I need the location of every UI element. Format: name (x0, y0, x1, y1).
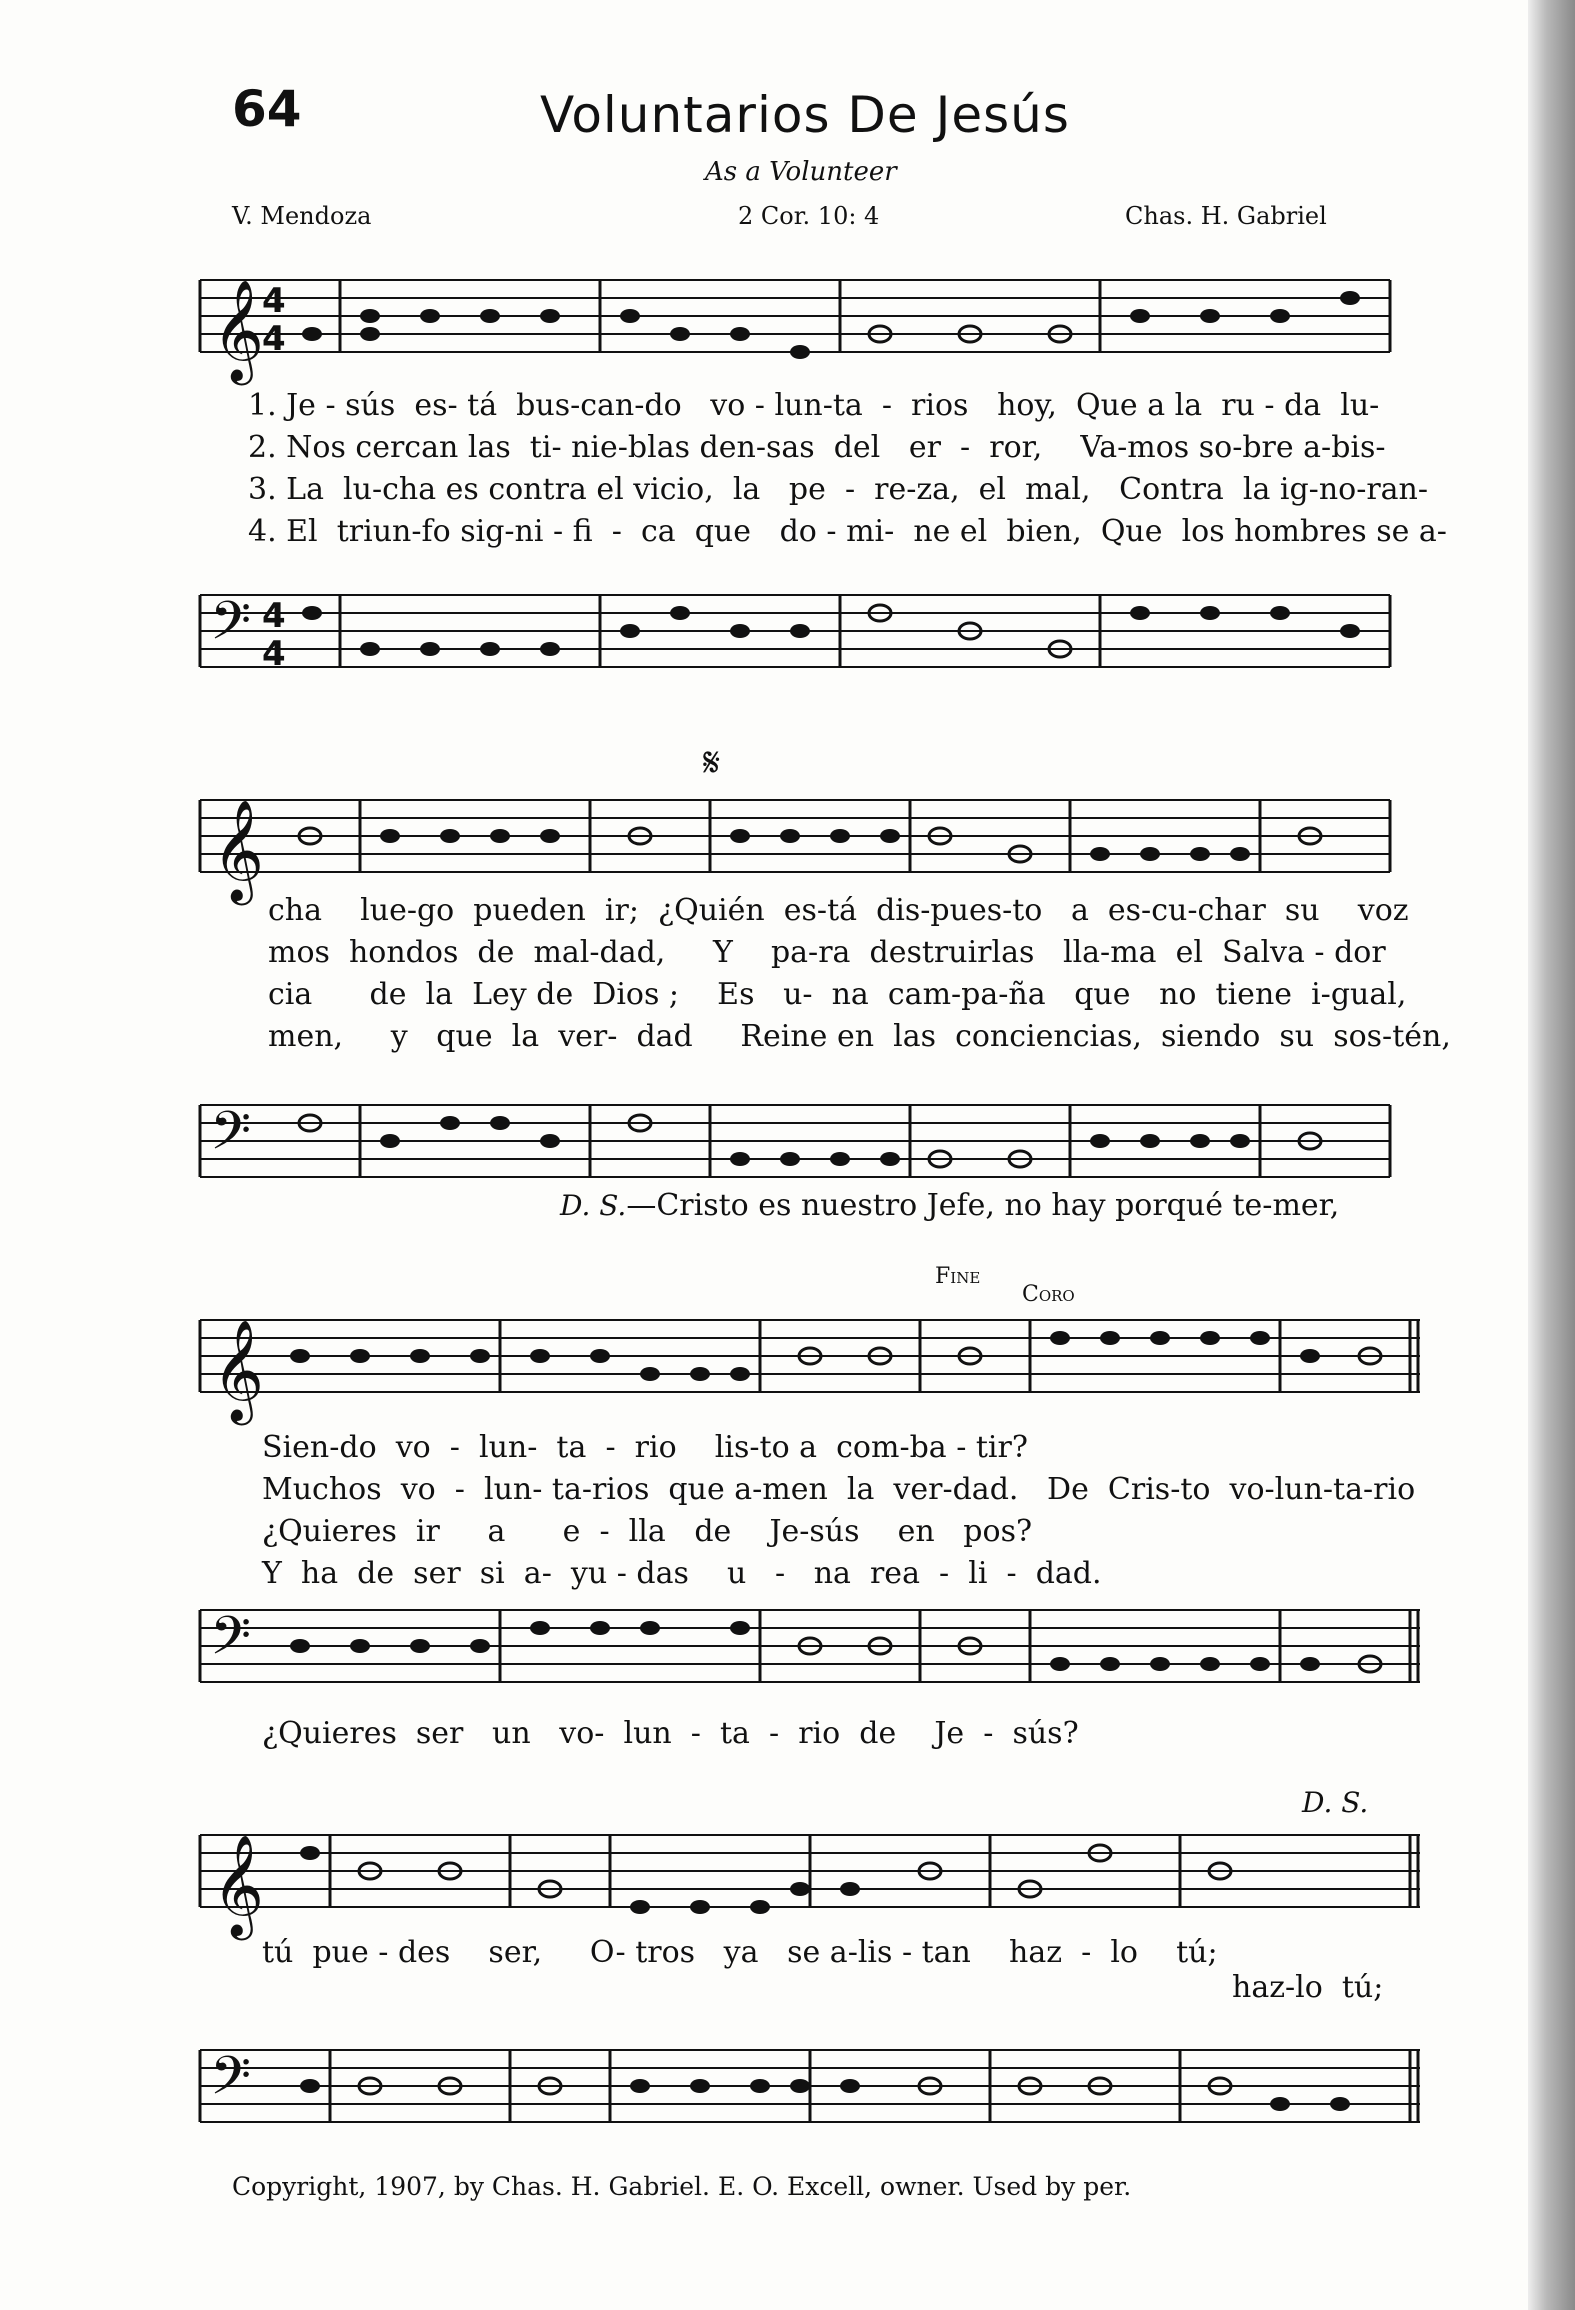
system2-lyric-verse3: cia de la Ley de Dios ; Es u- na cam-pa-ña que no tiene i-gual, (268, 977, 1407, 1012)
system1-treble-staff (200, 270, 1390, 381)
svg-text:𝄢: 𝄢 (210, 1101, 252, 1175)
system3-bass-staff (200, 1600, 1420, 1690)
ds-line (560, 1188, 1339, 1223)
page-edge-shadow (1528, 0, 1575, 2310)
system1-bass-staff (200, 585, 1390, 675)
system3-lyric-bass: ¿Quieres ser un vo- lun - ta - rio de Je - sús? (262, 1716, 1079, 1751)
system2-bass-staff (200, 1095, 1390, 1185)
system4-bass-staff (200, 2040, 1420, 2130)
system4-lyric: tú pue - des ser, O- tros ya se a-lis - tan haz - lo tú; (262, 1935, 1218, 1970)
svg-text:𝄢: 𝄢 (210, 2046, 252, 2120)
system2-treble-staff (200, 790, 1390, 901)
svg-text:𝄞: 𝄞 (212, 1833, 265, 1936)
system4-treble-staff (200, 1825, 1420, 1936)
time-sig-bottom: 4 (262, 319, 286, 359)
fine-mark: Fine (935, 1264, 981, 1289)
coro-mark: Coro (1022, 1282, 1075, 1307)
system3-lyric-verse1: Sien-do vo - lun- ta - rio lis-to a com-ba - tir? (262, 1430, 1028, 1465)
svg-text:4: 4 (262, 634, 286, 674)
segno-sign: 𝄋 (703, 740, 721, 786)
scripture-reference: 2 Cor. 10: 4 (738, 202, 880, 230)
treble-clef: 𝄞 (212, 278, 265, 381)
svg-text:𝄞: 𝄞 (212, 1318, 265, 1421)
page-number: 64 (232, 80, 302, 138)
system1-lyric-verse4: 4. El triun-fo sig-ni - fi - ca que do - mi- ne el bien, Que los hombres se a- (248, 514, 1447, 549)
svg-text:4: 4 (262, 596, 286, 636)
system3-lyric-verse2: Muchos vo - lun- ta-rios que a-men la ver-dad. De Cris-to vo-lun-ta-rio (262, 1472, 1416, 1507)
system3-treble-staff (200, 1310, 1420, 1421)
ds-label: D. S. (560, 1189, 627, 1222)
system2-lyric-verse4: men, y que la ver- dad Reine en las conciencias, siendo su sos-tén, (268, 1019, 1451, 1054)
system3-lyric-verse4: Y ha de ser si a- yu - das u - na rea - li - dad. (262, 1556, 1102, 1591)
system1-lyric-verse2: 2. Nos cercan las ti- nie-blas den-sas del er - ror, Va-mos so-bre a-bis- (248, 430, 1386, 465)
bass-clef: 𝄢 (210, 591, 252, 665)
system2-lyric-verse2: mos hondos de mal-dad, Y pa-ra destruirlas lla-ma el Salva - dor (268, 935, 1386, 970)
system1-lyric-verse1: 1. Je - sús es- tá bus-can-do vo - lun-ta - rios hoy, Que a la ru - da lu- (248, 388, 1380, 423)
svg-text:𝄢: 𝄢 (210, 1606, 252, 1680)
system4-lyric-extra: haz-lo tú; (1232, 1970, 1384, 2005)
svg-text:𝄞: 𝄞 (212, 798, 265, 901)
system1-lyric-verse3: 3. La lu-cha es contra el vicio, la pe - re-za, el mal, Contra la ig-no-ran- (248, 472, 1429, 507)
time-sig-top: 4 (262, 281, 286, 321)
system3-lyric-verse3: ¿Quieres ir a e - lla de Je-sús en pos? (262, 1514, 1033, 1549)
system2-lyric-verse1: cha lue-go pueden ir; ¿Quién es-tá dis-pues-to a es-cu-char su voz (268, 893, 1409, 928)
hymn-title: Voluntarios De Jesús (540, 86, 1070, 144)
hymn-subtitle: As a Volunteer (705, 157, 897, 187)
author-credit: V. Mendoza (232, 202, 372, 230)
composer-credit: Chas. H. Gabriel (1125, 202, 1327, 230)
copyright-notice: Copyright, 1907, by Chas. H. Gabriel. E. O. Excell, owner. Used by per. (232, 2172, 1132, 2201)
ds-text: —Cristo es nuestro Jefe, no hay porqué te-mer, (626, 1188, 1340, 1223)
ds-label-end: D. S. (1302, 1786, 1369, 1819)
